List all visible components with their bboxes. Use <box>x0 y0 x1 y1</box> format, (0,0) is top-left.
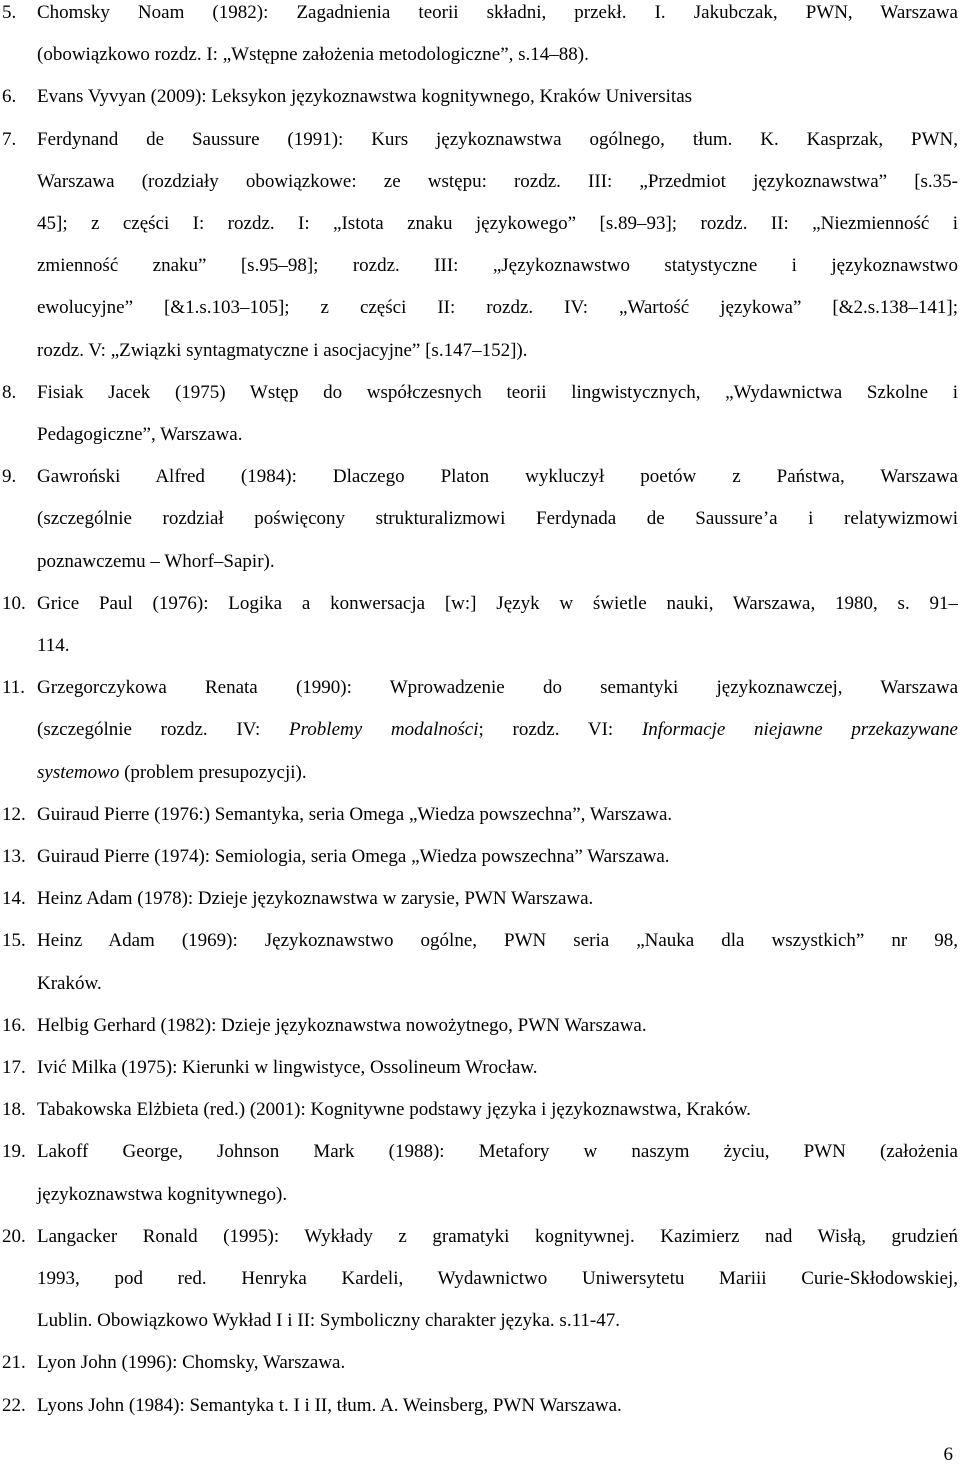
entry-number: 14. <box>2 888 26 910</box>
entry-number: 9. <box>2 466 17 488</box>
entry-text-line: Helbig Gerhard (1982): Dzieje językoznawstwa nowożytnego, PWN Warszawa. <box>37 1014 647 1036</box>
entry-text-line: 114. <box>37 634 70 656</box>
entry-text-line: 45]; z części I: rozdz. I: „Istota znaku językowego” [s.89–93]; rozdz. II: „Niezmienność i <box>37 213 958 234</box>
entry-number: 12. <box>2 803 26 825</box>
entry-text-line: (obowiązkowo rozdz. I: „Wstępne założenia metodologiczne”, s.14–88). <box>37 44 589 66</box>
entry-number: 21. <box>2 1352 26 1374</box>
entry-number: 20. <box>2 1225 26 1247</box>
entry-text-line: Kraków. <box>37 972 102 994</box>
entry-number: 15. <box>2 930 26 952</box>
entry-text-line: rozdz. V: „Związki syntagmatyczne i asocjacyjne” [s.147–152]). <box>37 339 528 361</box>
entry-number: 5. <box>2 2 17 23</box>
entry-text-line: ewolucyjne” [&1.s.103–105]; z części II: rozdz. IV: „Wartość językowa” [&2.s.138–141]; <box>37 298 958 319</box>
entry-number: 16. <box>2 1014 26 1036</box>
entry-text-line: Tabakowska Elżbieta (red.) (2001): Kognitywne podstawy języka i językoznawstwa, Kraków. <box>37 1099 751 1121</box>
entry-text-line: Gawroński Alfred (1984): Dlaczego Platon wykluczył poetów z Państwa, Warszawa <box>37 467 958 488</box>
entry-text-line: Lyons John (1984): Semantyka t. I i II, tłum. A. Weinsberg, PWN Warszawa. <box>37 1394 622 1416</box>
entry-text-line: (szczególnie rozdz. IV: Problemy modalności; rozdz. VI: Informacje niejawne przekazywane <box>37 720 958 741</box>
entry-text-line: Heinz Adam (1978): Dzieje językoznawstwa w zarysie, PWN Warszawa. <box>37 888 594 910</box>
entry-number: 11. <box>2 677 26 699</box>
entry-number: 13. <box>2 846 26 867</box>
entry-text-line: Lakoff George, Johnson Mark (1988): Metafory w naszym życiu, PWN (założenia <box>37 1142 958 1163</box>
entry-number: 7. <box>2 128 17 150</box>
entry-number: 8. <box>2 381 17 403</box>
entry-text-line: Evans Vyvyan (2009): Leksykon językoznawstwa kognitywnego, Kraków Universitas <box>37 86 693 108</box>
page-number: 6 <box>943 1444 953 1465</box>
entry-number: 6. <box>2 86 17 108</box>
entry-text-line: Ivić Milka (1975): Kierunki w lingwistyce, Ossolineum Wrocław. <box>37 1057 538 1078</box>
entry-number: 17. <box>2 1057 26 1078</box>
entry-text-line: Warszawa (rozdziały obowiązkowe: ze wstępu: rozdz. III: „Przedmiot językoznawstwa” [s.35- <box>37 171 958 192</box>
entry-number: 19. <box>2 1141 26 1163</box>
entry-text-line: Heinz Adam (1969): Językoznawstwo ogólne, PWN seria „Nauka dla wszystkich” nr 98, <box>37 931 958 952</box>
entry-number: 10. <box>2 592 26 614</box>
entry-text-line: Guiraud Pierre (1976:) Semantyka, seria Omega „Wiedza powszechna”, Warszawa. <box>37 803 673 825</box>
entry-number: 18. <box>2 1099 26 1121</box>
entry-text-line: systemowo (problem presupozycji). <box>37 761 307 783</box>
entry-text-line: Lublin. Obowiązkowo Wykład I i II: Symboliczny charakter języka. s.11-47. <box>37 1310 620 1332</box>
entry-text-line: językoznawstwa kognitywnego). <box>37 1183 288 1205</box>
entry-text-line: 1993, pod red. Henryka Kardeli, Wydawnictwo Uniwersytetu Mariii Curie-Skłodowskiej, <box>37 1268 958 1289</box>
entry-text-line: Grzegorczykowa Renata (1990): Wprowadzenie do semantyki językoznawczej, Warszawa <box>37 678 958 699</box>
entry-text-line: Fisiak Jacek (1975) Wstęp do współczesnych teorii lingwistycznych, „Wydawnictwa Szkolne i <box>37 382 958 403</box>
entry-text-line: Lyon John (1996): Chomsky, Warszawa. <box>37 1352 346 1374</box>
entry-text-line: Guiraud Pierre (1974): Semiologia, seria Omega „Wiedza powszechna” Warszawa. <box>37 846 670 867</box>
entry-text-line: Pedagogiczne”, Warszawa. <box>37 423 243 445</box>
entry-number: 22. <box>2 1394 26 1416</box>
entry-text-line: Grice Paul (1976): Logika a konwersacja [w:] Język w świetle nauki, Warszawa, 1980, s. 91– <box>37 593 958 614</box>
entry-text-line: Chomsky Noam (1982): Zagadnienia teorii składni, przekł. I. Jakubczak, PWN, Warszawa <box>37 3 958 23</box>
entry-text-line: poznawczemu – Whorf–Sapir). <box>37 550 275 572</box>
entry-text-line: (szczególnie rozdział poświęcony strukturalizmowi Ferdynada de Saussure’a i relatywizmowi <box>37 509 958 530</box>
entry-text-line: zmienność znaku” [s.95–98]; rozdz. III: „Językoznawstwo statystyczne i językoznawstwo <box>37 256 958 277</box>
entry-text-line: Langacker Ronald (1995): Wykłady z gramatyki kognitywnej. Kazimierz nad Wisłą, grudzień <box>37 1226 958 1247</box>
entry-text-line: Ferdynand de Saussure (1991): Kurs językoznawstwa ogólnego, tłum. K. Kasprzak, PWN, <box>37 129 958 150</box>
